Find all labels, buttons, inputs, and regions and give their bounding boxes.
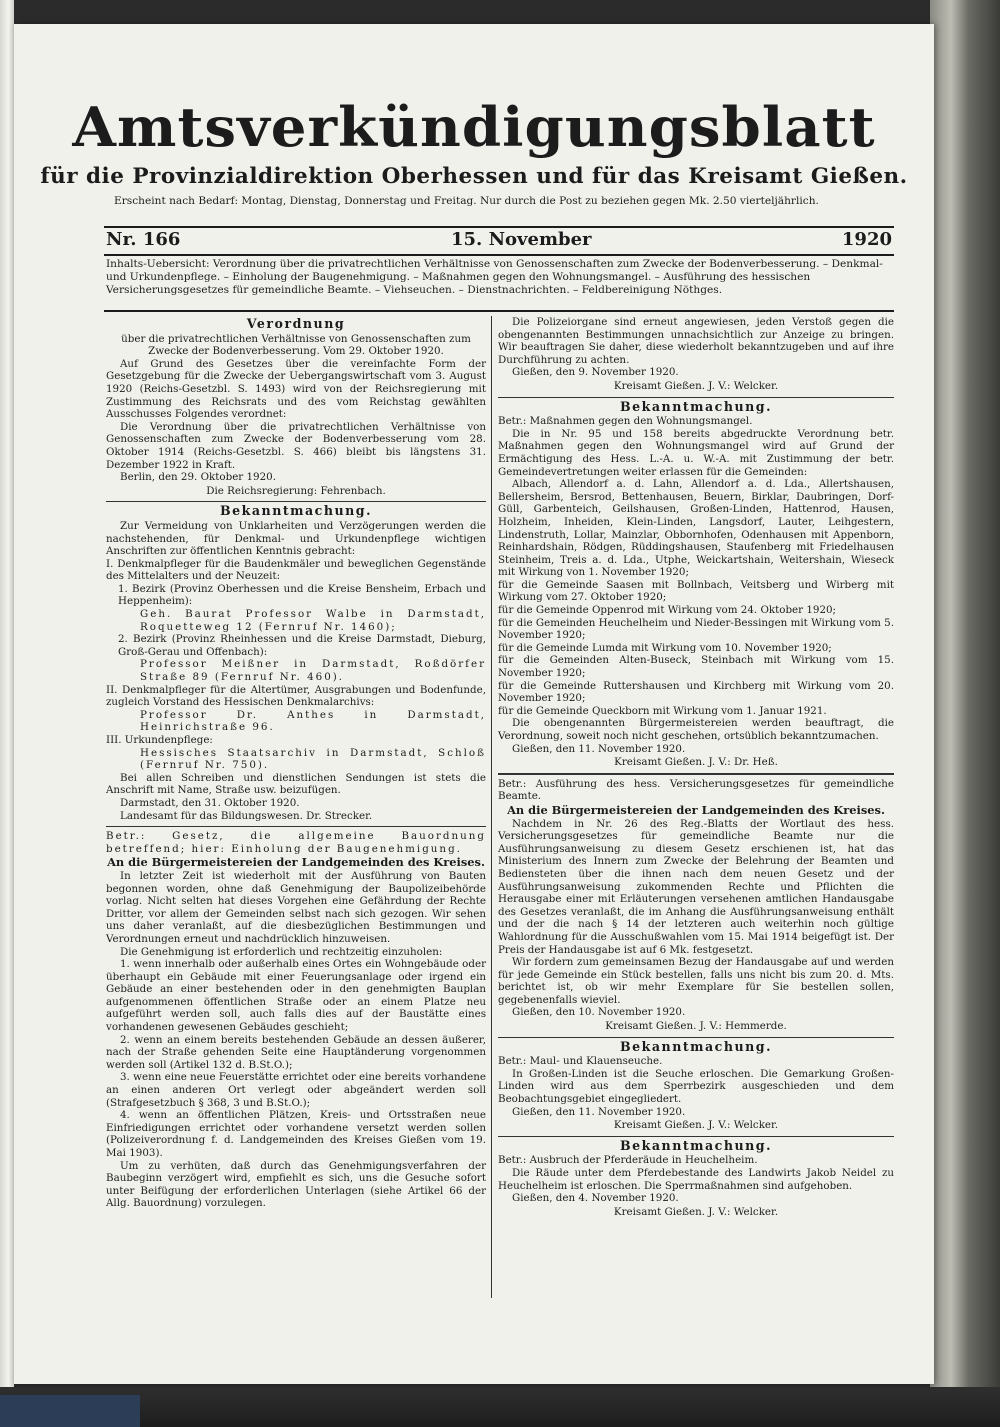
paragraph: In Großen-Linden ist die Seuche erloschen. Die Gemarkung Großen-Linden wird aus dem Sperrbezirk ausgeschieden und dem Beobachtungsgebiet eingegliedert. bbox=[498, 1067, 894, 1106]
left-page-edge bbox=[0, 0, 14, 1427]
header-rule-bottom bbox=[104, 254, 894, 256]
betreff: Betr.: Ausbruch der Pferderäude in Heuchelheim. bbox=[498, 1154, 758, 1167]
signature: Kreisamt Gießen. J. V.: Dr. Heß. bbox=[614, 756, 778, 769]
paragraph: Um zu verhüten, daß durch das Genehmigungsverfahren der Baubeginn verzögert wird, empfiehlt es sich, uns die Gesuche sofort unter Beifügung der erforderlichen Unterlagen (siehe Artikel 66 der Allg. Bauordnung) vorzulegen. bbox=[106, 1159, 486, 1210]
right-column bbox=[498, 316, 894, 1222]
list-item: 2. Bezirk (Provinz Rheinhessen und die Kreise Darmstadt, Dieburg, Groß-Gerau und Offenbach): bbox=[118, 633, 486, 658]
section-divider bbox=[106, 826, 486, 827]
place-date: Gießen, den 4. November 1920. bbox=[512, 1192, 679, 1205]
contents-rule bbox=[104, 310, 894, 312]
paragraph: Die Verordnung über die privatrechtlichen Verhältnisse von Genossenschaften zum Zwecke der Bodenverbesserung vom 28. Oktober 1914 (Reichs-Gesetzbl. S. 466) bleibt bis längstens 31. Dezember 1922 in Kraft. bbox=[106, 420, 486, 471]
header-rule-top bbox=[104, 226, 894, 228]
binding-edge bbox=[930, 0, 1000, 1427]
raeude-section bbox=[498, 1137, 894, 1219]
address: Professor Meißner in Darmstadt, Roßdörfer Straße 89 (Fernruf Nr. 460). bbox=[140, 658, 486, 684]
list-item: 3. wenn eine neue Feuerstätte errichtet oder eine bereits vorhandene an einen anderen Ort verlegt oder abgeändert werden soll (Strafgesetzbuch § 368, 3 und B.St.O.); bbox=[106, 1071, 486, 1109]
list-item: 1. Bezirk (Provinz Oberhessen und die Kreise Bensheim, Erbach und Heppenheim): bbox=[118, 582, 486, 608]
issue-date: 15. November bbox=[451, 229, 592, 250]
section-heading: Verordnung bbox=[246, 316, 346, 331]
place-date: Gießen, den 11. November 1920. bbox=[512, 742, 686, 755]
paragraph: Bei allen Schreiben und dienstlichen Sendungen ist stets die Anschrift mit Name, Straße usw. beizufügen. bbox=[106, 771, 486, 797]
paragraph: für die Gemeinde Saasen mit Bollnbach, Veitsberg und Wirberg mit Wirkung vom 27. Oktober 1920; bbox=[498, 578, 894, 604]
paragraph: Die Räude unter dem Pferdebestande des Landwirts Jakob Neidel zu Heuchelheim ist erloschen. Die Sperrmaßnahmen sind aufgehoben. bbox=[498, 1167, 894, 1192]
paragraph: Die obengenannten Bürgermeistereien werden beauftragt, die Verordnung, soweit noch nicht geschehen, ortsüblich bekanntzumachen. bbox=[498, 717, 894, 742]
section-heading: An die Bürgermeistereien der Landgemeinden des Kreises. bbox=[507, 802, 885, 817]
section-heading: An die Bürgermeistereien der Landgemeinden des Kreises. bbox=[107, 855, 485, 870]
wohnungsmangel-section bbox=[498, 398, 894, 769]
left-column bbox=[106, 316, 486, 1214]
paragraph: Die in Nr. 95 und 158 bereits abgedruckte Verordnung betr. Maßnahmen gegen den Wohnungsmangel wird auf Grund der Ermächtigung des Hess. L.-A. u. W.-A. mit Zustimmung der betr. Gemeindevertretungen weiter erlassen für die Gemeinden: bbox=[498, 427, 894, 478]
maulseuche-section bbox=[498, 1038, 894, 1132]
municipality-list: Albach, Allendorf a. d. Lahn, Allendorf a. d. Lda., Allertshausen, Bellersheim, Bersrod, Bettenhausen, Beuern, Birklar, Daubringen, Dorf-Güll, Garbenteich, Geilshausen, Großen-Linden, Hattenrod, Hausen, Holzheim, Inheiden, Klein-Linden, Langsdorf, Lauter, Leihgestern, Lindenstruth, Lollar, Mainzlar, Obbornhofen, Odenhausen mit Appenborn, Reinhardshain, Rödgen, Rüddingshausen, Staufenberg mit Friedelhausen Steinheim, Treis a. d. Lda., Utphe, Weickartshain, Weitershain, Wieseck mit Wirkung von 1. November 1920; bbox=[498, 478, 894, 579]
paragraph: für die Gemeinden Alten-Buseck, Steinbach mit Wirkung vom 15. November 1920; bbox=[498, 654, 894, 680]
paragraph: für die Gemeinden Heuchelheim und Nieder-Bessingen mit Wirkung vom 5. November 1920; bbox=[498, 616, 894, 642]
list-item: III. Urkundenpflege: bbox=[106, 734, 213, 746]
place-date: Gießen, den 10. November 1920. bbox=[512, 1006, 686, 1019]
paragraph: für die Gemeinde Ruttershausen und Kirchberg mit Wirkung vom 20. November 1920; bbox=[498, 679, 894, 705]
paragraph: Die Genehmigung ist erforderlich und rechtzeitig einzuholen: bbox=[120, 945, 443, 958]
signature: Kreisamt Gießen. J. V.: Welcker. bbox=[613, 1119, 779, 1132]
list-item: 2. wenn an einem bereits bestehenden Gebäude an dessen äußerer, nach der Straße gehenden Seite eine Hauptänderung vorgenommen werden soll (Artikel 132 d. B.St.O.); bbox=[106, 1033, 486, 1071]
paragraph: über die privatrechtlichen Verhältnisse von Genossenschaften zum Zwecke der Bodenverbesserung. Vom 29. Oktober 1920. bbox=[121, 332, 471, 358]
book-cover-corner bbox=[0, 1395, 140, 1427]
newspaper-subtitle: für die Provinzialdirektion Oberhessen und für das Kreisamt Gießen. bbox=[40, 164, 908, 189]
place-date: Gießen, den 11. November 1920. bbox=[512, 1105, 686, 1118]
paragraph: Wir fordern zum gemeinsamen Bezug der Handausgabe auf und werden für jede Gemeinde ein Stück bestellen, falls uns nicht bis zum 20. d. Mts. berichtet ist, ob wir mehr Exemplare für Sie bestellen sollen, gegebenenfalls wieviel. bbox=[498, 956, 894, 1006]
signature: Die Reichsregierung: Fehrenbach. bbox=[206, 484, 386, 497]
masthead bbox=[14, 96, 934, 207]
section-divider bbox=[498, 773, 894, 775]
denkmal-section bbox=[106, 505, 486, 822]
paragraph: für die Gemeinde Queckborn mit Wirkung vom 1. Januar 1921. bbox=[498, 704, 827, 717]
signature: Kreisamt Gießen. J. V.: Welcker. bbox=[613, 1205, 779, 1218]
address: Geh. Baurat Professor Walbe in Darmstadt, Roquetteweg 12 (Fernruf Nr. 1460); bbox=[140, 608, 486, 633]
paragraph: Nachdem in Nr. 26 des Reg.-Blatts der Wortlaut des hess. Versicherungsgesetzes für gemeindliche Beamte nur die Ausführungsanweisung zu diesem Gesetz erschienen ist, hat das Ministerium des Innern zum Zwecke der Belehrung der Beamten und Bediensteten über die ihnen nach dem neuen Gesetz und der Ausführungsanweisung zukommenden Rechte und Pflichten die Herausgabe einer mit Erläuterungen versehenen amtlichen Handausgabe des Gesetzes veranlaßt, die im Anhang die Ausführungsanweisung enthält und der die nach § 14 der letzteren auch weiterhin noch gültige Wahlordnung für die Ausschußwahlen vom 15. Mai 1914 beigefügt ist. Der Preis der Handausgabe ist auf 6 Mk. festgesetzt. bbox=[498, 817, 894, 956]
betreff: Betr.: Maßnahmen gegen den Wohnungsmangel. bbox=[498, 415, 753, 428]
section-divider bbox=[498, 397, 894, 398]
list-item: 1. wenn innerhalb oder außerhalb eines Ortes ein Wohngebäude oder überhaupt ein Gebäude mit einer Feuerungsanlage oder irgend ein Gebäude an einer bestehenden oder in den genehmigten Bauplan aufgenommenen öffentlichen Straße oder an einem Platze neu aufgeführt werden soll, auch falls dies auf der Baustätte eines vorhandenen gewesenen Gebäudes geschieht; bbox=[106, 958, 486, 1034]
paragraph: Auf Grund des Gesetzes über die vereinfachte Form der Gesetzgebung für die Zwecke der Uebergangswirtschaft vom 3. August 1920 (Reichs-Gesetzbl. S. 1493) wird von der Reichsregierung mit Zustimmung des Reichsrats und des vom Reichstag gewählten Ausschusses Folgendes verordnet: bbox=[106, 357, 486, 421]
polizei-continuation bbox=[498, 316, 894, 393]
publication-note: Erscheint nach Bedarf: Montag, Dienstag, Donnerstag und Freitag. Nur durch die Post zu beziehen gegen Mk. 2.50 vierteljährlich. bbox=[114, 195, 819, 207]
signature: Kreisamt Gießen. J. V.: Welcker. bbox=[613, 379, 779, 392]
baugenehmigung-section bbox=[106, 830, 486, 1210]
signature: Landesamt für das Bildungswesen. Dr. Strecker. bbox=[120, 809, 373, 822]
newspaper-page bbox=[14, 24, 934, 1384]
paragraph: In letzter Zeit ist wiederholt mit der Ausführung von Bauten begonnen worden, ohne daß Genehmigung der Baupolizeibehörde vorlag. Nicht selten hat dieses Vorgehen eine Gefährdung der Rechte Dritter, vor allem der Gemeinden selbst nach sich gezogen. Wir sehen uns daher veranlaßt, auf die diesbezüglichen Bestimmungen und Verordnungen erneut und nachdrücklich hinzuweisen. bbox=[106, 869, 486, 945]
signature: Kreisamt Gießen. J. V.: Hemmerde. bbox=[605, 1020, 787, 1033]
betreff: Betr.: Gesetz, die allgemeine Bauordnung betreffend; hier: Einholung der Baugenehmigung. bbox=[106, 830, 486, 855]
betreff: Betr.: Maul- und Klauenseuche. bbox=[498, 1055, 663, 1068]
scan-background bbox=[0, 1387, 1000, 1427]
betreff: Betr.: Ausführung des hess. Versicherungsgesetzes für gemeindliche Beamte. bbox=[498, 777, 894, 803]
section-divider bbox=[106, 501, 486, 502]
issue-row bbox=[106, 229, 892, 255]
section-divider bbox=[498, 1037, 894, 1038]
issue-year: 1920 bbox=[841, 229, 892, 250]
column-divider bbox=[491, 316, 492, 1298]
paragraph: Die Polizeiorgane sind erneut angewiesen, jeden Verstoß gegen die obengenannten Bestimmungen unnachsichtlich zur Anzeige zu bringen. Wir beauftragen Sie daher, diese wiederholt bekanntzugeben und auf ihre Durchführung zu achten. bbox=[498, 316, 894, 366]
section-divider bbox=[498, 1136, 894, 1137]
place-date: Berlin, den 29. Oktober 1920. bbox=[120, 471, 276, 484]
section-heading: Bekanntmachung. bbox=[620, 1038, 772, 1054]
place-date: Darmstadt, den 31. Oktober 1920. bbox=[120, 796, 300, 809]
section-heading: Bekanntmachung. bbox=[220, 503, 372, 519]
paragraph: für die Gemeinde Oppenrod mit Wirkung vom 24. Oktober 1920; bbox=[498, 604, 837, 617]
versicherung-section bbox=[498, 778, 894, 1033]
address: Hessisches Staatsarchiv in Darmstadt, Schloß (Fernruf Nr. 750). bbox=[140, 746, 486, 772]
list-item: 4. wenn an öffentlichen Plätzen, Kreis- und Ortsstraßen neue Einfriedigungen errichtet oder vorhandene versetzt werden sollen (Polizeiverordnung f. d. Landgemeinden des Kreises Gießen vom 19. Mai 1903). bbox=[106, 1109, 486, 1159]
table-of-contents: Inhalts-Uebersicht: Verordnung über die privatrechtlichen Verhältnisse von Genossenschaften zum Zwecke der Bodenverbesserung. – Denkmal- und Urkundenpflege. – Einholung der Baugenehmigung. – Maßnahmen gegen den Wohnungsmangel. – Ausführung des hessischen Versicherungsgesetzes für gemeindliche Beamte. – Viehseuchen. – Dienstnachrichten. – Feldbereinigung Nöthges. bbox=[106, 258, 883, 296]
verordnung-section bbox=[106, 318, 486, 497]
paragraph: für die Gemeinde Lumda mit Wirkung vom 10. November 1920; bbox=[498, 641, 832, 654]
list-item: II. Denkmalpfleger für die Altertümer, Ausgrabungen und Bodenfunde, zugleich Vorstand des Hessischen Denkmalarchivs: bbox=[106, 683, 486, 709]
address: Professor Dr. Anthes in Darmstadt, Heinrichstraße 96. bbox=[140, 708, 486, 734]
list-item: I. Denkmalpfleger für die Baudenkmäler und beweglichen Gegenstände des Mittelalters und der Neuzeit: bbox=[106, 557, 486, 583]
place-date: Gießen, den 9. November 1920. bbox=[512, 366, 679, 379]
section-heading: Bekanntmachung. bbox=[620, 1137, 772, 1153]
newspaper-title: Amtsverkündigungsblatt bbox=[72, 95, 876, 159]
section-heading: Bekanntmachung. bbox=[620, 398, 772, 414]
paragraph: Zur Vermeidung von Unklarheiten und Verzögerungen werden die nachstehenden, für Denkmal- und Urkundenpflege wichtigen Anschriften zur öffentlichen Kenntnis gebracht: bbox=[106, 519, 486, 558]
issue-number: Nr. 166 bbox=[106, 229, 181, 250]
